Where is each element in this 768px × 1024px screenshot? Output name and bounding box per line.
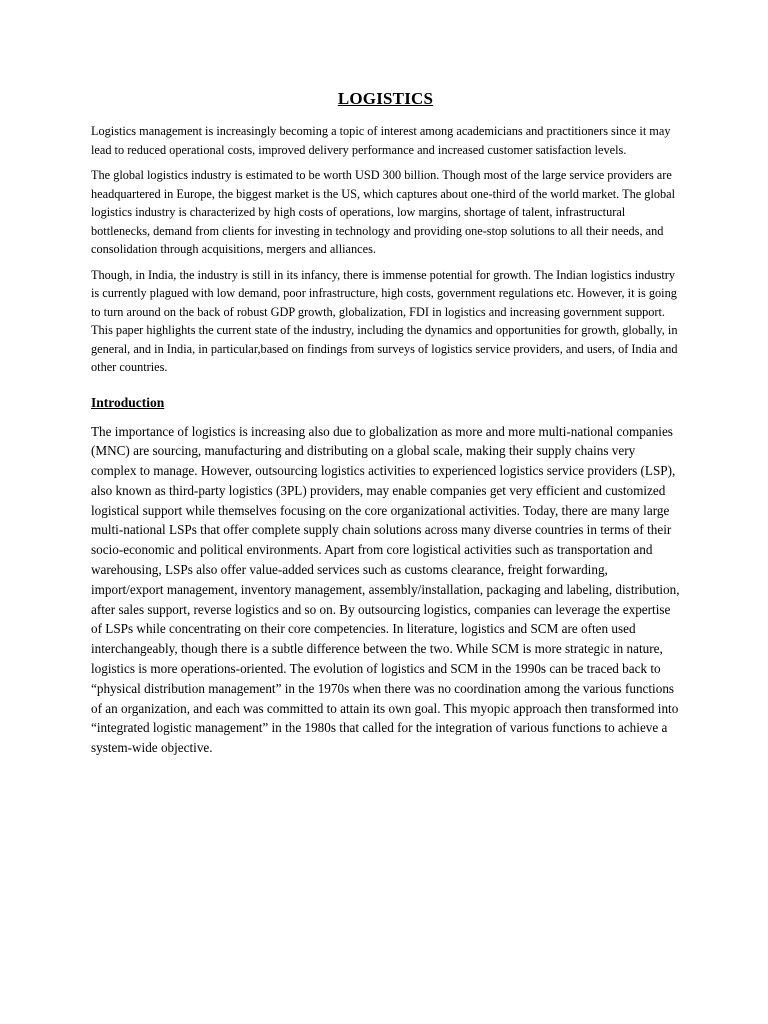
- document-title: LOGISTICS: [337, 89, 434, 108]
- paragraph-intro-summary: Logistics management is increasingly becoming a topic of interest among academicians and practitioners since it may lead to reduced operational costs, improved delivery performance and increased customer satisfaction levels.: [91, 124, 671, 157]
- paragraph-introduction-body: The importance of logistics is increasing also due to globalization as more and more multi-national companies (MNC) are sourcing, manufacturing and distributing on a global scale, making their supply chains very complex to manage. However, outsourcing logistics activities to experienced logistics service providers (LSP), also known as third-party logistics (3PL) providers, may enable companies get very efficient and customized logistical support while themselves focusing on the core organizational activities. Today, there are many large multi-national LSPs that offer complete supply chain solutions across many diverse countries in terms of their socio-economic and political environments. Apart from core logistical activities such as transportation and warehousing, LSPs also offer value-added services such as customs clearance, freight forwarding, import/export management, inventory management, assembly/installation, packaging and labeling, distribution, after sales support, reverse logistics and so on. By outsourcing logistics, companies can leverage the expertise of LSPs while concentrating on their core competencies. In literature, logistics and SCM are often used interchangeably, though there is a subtle difference between the two. While SCM is more strategic in nature, logistics is more operations-oriented. The evolution of logistics and SCM in the 1990s can be traced back to “physical distribution management” in the 1970s when there was no coordination among the various functions of an organization, and each was committed to attain its own goal. This myopic approach then transformed into “integrated logistic management” in the 1980s that called for the integration of various functions to achieve a system-wide objective.: [91, 423, 680, 756]
- paragraph-india-industry: Though, in India, the industry is still in its infancy, there is immense potential for growth. The Indian logistics industry is currently plagued with low demand, poor infrastructure, high costs, government regulations etc. However, it is going to turn around on the back of robust GDP growth, globalization, FDI in logistics and increasing government support. This paper highlights the current state of the industry, including the dynamics and opportunities for growth, globally, in general, and in India, in particular,based on findings from surveys of logistics service providers, and users, of India and other countries.: [91, 267, 678, 374]
- document-page: [91, 88, 680, 758]
- paragraph-global-industry: The global logistics industry is estimated to be worth USD 300 billion. Though most of the large service providers are headquartered in Europe, the biggest market is the US, which captures about one-third of the world market. The global logistics industry is characterized by high costs of operations, low margins, shortage of talent, infrastructural bottlenecks, demand from clients for investing in technology and providing one-stop solutions to all their needs, and consolidation through acquisitions, mergers and alliances.: [91, 168, 676, 256]
- section-heading-introduction: Introduction: [91, 394, 165, 410]
